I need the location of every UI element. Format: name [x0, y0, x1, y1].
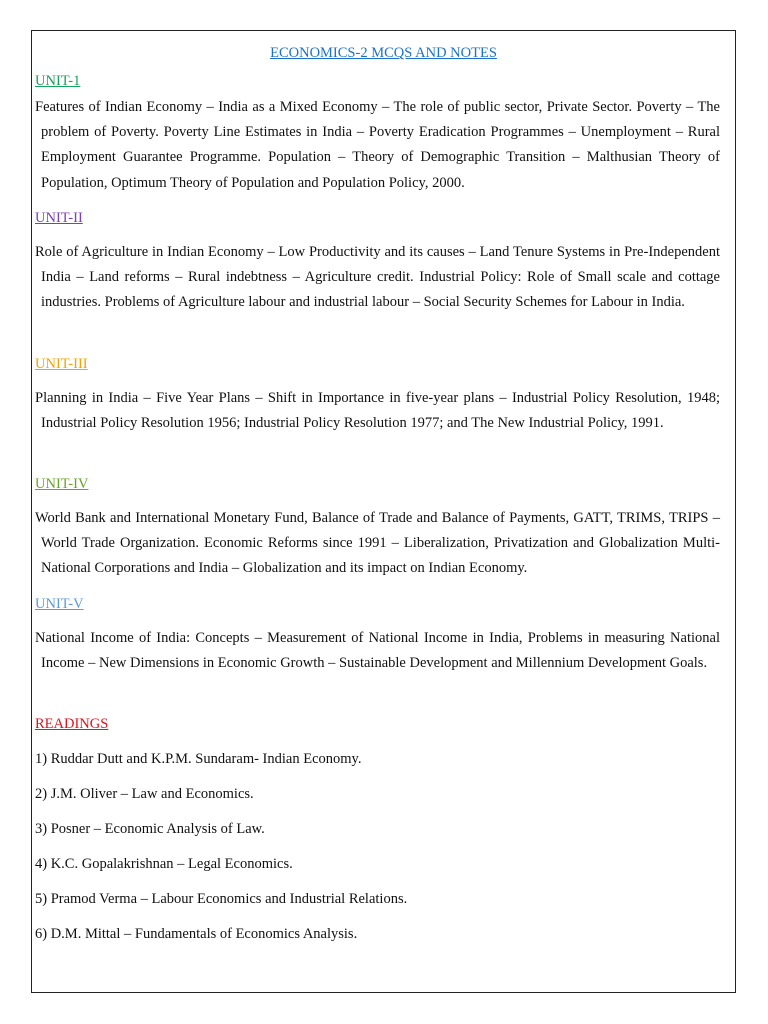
unit-1-heading: UNIT-1	[35, 73, 81, 89]
reading-item: 3) Posner – Economic Analysis of Law.	[35, 821, 265, 837]
unit-2-text: Role of Agriculture in Indian Economy – Low Productivity and its causes – Land Tenure Systems in Pre-Independent India – Land reforms – Rural indebtness – Agriculture credit. Industrial Policy: Role of Small scale and cottage industries. Problems of Agriculture labour and industrial labour – Social Security Schemes for Labour in India.	[35, 244, 720, 311]
reading-item: 4) K.C. Gopalakrishnan – Legal Economics.	[35, 856, 293, 872]
reading-item: 1) Ruddar Dutt and K.P.M. Sundaram- Indian Economy.	[35, 751, 362, 767]
unit-4-text: World Bank and International Monetary Fund, Balance of Trade and Balance of Payments, GATT, TRIMS, TRIPS – World Trade Organization. Economic Reforms since 1991 – Liberalization, Privatization and Globalization Multi-National Corporations and India – Globalization and its impact on Indian Economy.	[35, 510, 720, 577]
reading-item: 6) D.M. Mittal – Fundamentals of Economics Analysis.	[35, 926, 358, 942]
reading-item: 2) J.M. Oliver – Law and Economics.	[35, 786, 254, 802]
readings-heading: READINGS	[35, 716, 109, 732]
unit-3-heading: UNIT-III	[35, 356, 88, 372]
unit-3-text: Planning in India – Five Year Plans – Shift in Importance in five-year plans – Industrial Policy Resolution, 1948; Industrial Policy Resolution 1956; Industrial Policy Resolution 1977; and The New Industrial Policy, 1991.	[35, 390, 720, 432]
reading-item: 5) Pramod Verma – Labour Economics and Industrial Relations.	[35, 891, 408, 907]
document-title: ECONOMICS-2 MCQS AND NOTES	[270, 45, 497, 61]
unit-4-heading: UNIT-IV	[35, 476, 89, 492]
unit-5-text: National Income of India: Concepts – Measurement of National Income in India, Problems in measuring National Income – New Dimensions in Economic Growth – Sustainable Development and Millennium Development Goals.	[35, 630, 720, 672]
unit-5-heading: UNIT-V	[35, 596, 84, 612]
unit-2-heading: UNIT-II	[35, 210, 83, 226]
unit-1-text: Features of Indian Economy – India as a Mixed Economy – The role of public sector, Private Sector. Poverty – The problem of Poverty. Poverty Line Estimates in India – Poverty Eradication Programmes – Unemployment – Rural Employment Guarantee Programme. Population – Theory of Demographic Transition – Malthusian Theory of Population, Optimum Theory of Population and Population Policy, 2000.	[35, 99, 720, 191]
document-page	[31, 30, 736, 993]
